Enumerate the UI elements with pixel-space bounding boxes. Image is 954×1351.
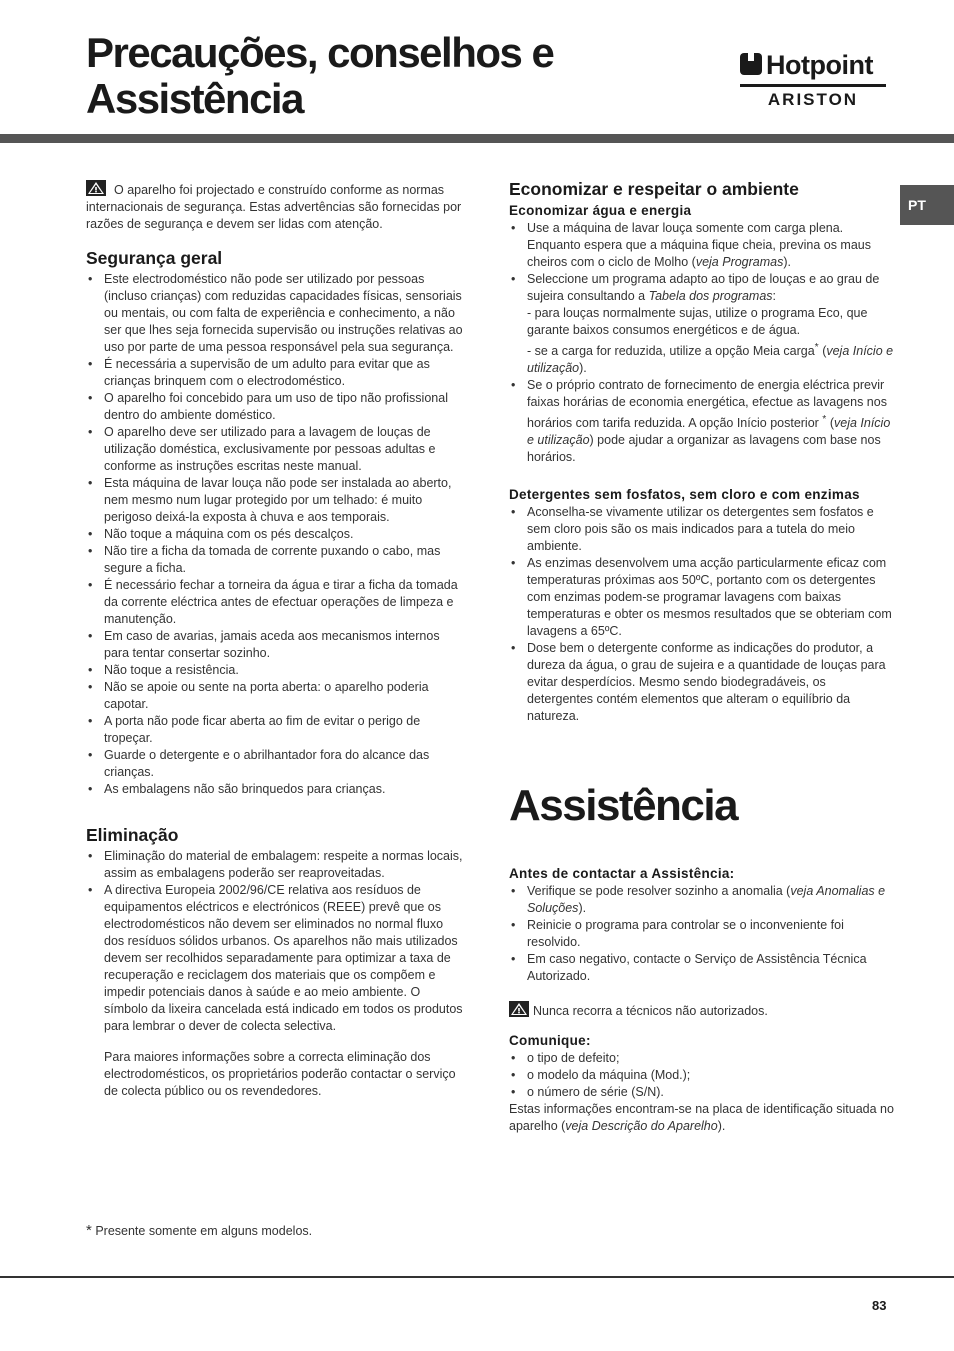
list-item: • É necessária a supervisão de um adulto para evitar que as crianças brinquem com o electrodoméstico.	[86, 356, 466, 390]
footer-divider	[0, 1276, 954, 1278]
warning-icon	[86, 180, 106, 196]
warning-text: Nunca recorra a técnicos não autorizados.	[533, 1004, 768, 1019]
brand-mark-icon	[740, 53, 762, 75]
asterisk-mark: *	[822, 414, 827, 426]
footnote	[86, 1222, 312, 1239]
cross-reference: veja Descrição do Aparelho	[565, 1119, 718, 1134]
safety-list	[86, 271, 466, 798]
cross-reference: veja Anomalias e Soluções	[527, 884, 886, 916]
asterisk-mark: *	[814, 342, 819, 353]
assistance-heading: Assistência	[509, 781, 738, 831]
warning-paragraph	[509, 1001, 894, 1020]
before-contact-list	[509, 883, 894, 985]
list-item: • Se o próprio contrato de fornecimento de energia eléctrica previr faixas horárias de economia energética, efectue as lavagens nos horários com tarifa reduzida. A opção Início posterior * (veja Início e utilização) pode ajudar a organizar as lavagens com base nos horários.	[509, 377, 894, 466]
warning-icon	[509, 1001, 529, 1017]
disposal-list	[86, 848, 466, 1035]
list-item: • É necessário fechar a torneira da água e tirar a ficha da tomada da corrente eléctrica antes de efectuar operações de limpeza e manutenção.	[86, 577, 466, 628]
communicate-paragraph: Estas informações encontram-se na placa de identificação situada no aparelho (veja Descrição do Aparelho).	[509, 1102, 894, 1134]
list-item: • Não se apoie ou sente na porta aberta: o aparelho poderia capotar.	[86, 679, 466, 713]
list-item: • A directiva Europeia 2002/96/CE relativa aos resíduos de equipamentos eléctricos e electrónicos (REEE) prevê que os electrodomésticos não devem ser eliminados no normal fluxo dos resíduos sólidos urbanos. Os aparelhos não mais utilizados devem ser recolhidos separadamente para optimizar a taxa de recuperação e reciclagem dos materiais que os compõem e impedir potenciais danos à saúde e ao meio ambiente. O símbolo da lixeira cancelada está indicado em todos os produtos para lembrar o dever de colecta selectiva.	[86, 882, 466, 1035]
list-item: • Verifique se pode resolver sozinho a anomalia (veja Anomalias e Soluções).	[509, 883, 894, 917]
brand-name: Hotpoint	[766, 50, 873, 80]
footnote-text: Presente somente em alguns modelos.	[95, 1224, 313, 1238]
list-item: • Não toque a máquina com os pés descalços.	[86, 526, 466, 543]
before-contact-heading: Antes de contactar a Assistência:	[509, 866, 735, 882]
communicate-list	[509, 1050, 894, 1101]
list-item: • Este electrodoméstico não pode ser utilizado por pessoas (incluso crianças) com reduzidas capacidades físicas, sensoriais ou mentais, ou com falta de experiência e conhecimento, a não ser que lhes seja fornecida supervisão ou instruções relativas ao uso por parte de uma pessoa responsável pela sua segurança.	[86, 271, 466, 356]
list-item: • Eliminação do material de embalagem: respeite a normas locais, assim as embalagens poderão ser reaproveitadas.	[86, 848, 466, 882]
cross-reference: veja Início e utilização	[527, 416, 891, 448]
left-column	[86, 180, 466, 1100]
list-item: • O aparelho deve ser utilizado para a lavagem de louças de utilização doméstica, exclusivamente por pessoas adultas e conforme as instruções escritas neste manual.	[86, 424, 466, 475]
list-item: • Em caso de avarias, jamais aceda aos mecanismos internos para tentar consertar sozinho.	[86, 628, 466, 662]
right-column	[509, 178, 894, 1135]
list-item: • Não tire a ficha da tomada de corrente puxando o cabo, mas segure a ficha.	[86, 543, 466, 577]
list-item: • Guarde o detergente e o abrilhantador fora do alcance das crianças.	[86, 747, 466, 781]
list-item: • o modelo da máquina (Mod.);	[509, 1067, 894, 1084]
intro-paragraph	[86, 180, 466, 233]
list-item: • O aparelho foi concebido para um uso de tipo não profissional dentro do ambiente doméstico.	[86, 390, 466, 424]
intro-text: O aparelho foi projectado e construído conforme as normas internacionais de segurança. Estas advertências são fornecidas por razões de segurança e devem ser lidas com atenção.	[86, 183, 462, 231]
communicate-heading: Comunique:	[509, 1033, 591, 1049]
brand-subname: ARISTON	[767, 90, 859, 109]
list-item: • Aconselha-se vivamente utilizar os detergentes sem fosfatos e sem cloro pois são os mais indicados para a tutela do meio ambiente.	[509, 504, 894, 555]
safety-heading: Segurança geral	[86, 248, 223, 268]
cross-reference: veja Programas	[695, 255, 784, 269]
list-item: • o número de série (S/N).	[509, 1084, 894, 1101]
list-item: • Não toque a resistência.	[86, 662, 466, 679]
page-title: Precauções, conselhos e Assistência	[86, 29, 554, 122]
header-bar	[0, 134, 954, 143]
asterisk-mark: *	[86, 1222, 92, 1239]
water-energy-list	[509, 220, 894, 466]
logo-divider	[740, 84, 886, 87]
list-item: • Esta máquina de lavar louça não pode ser instalada ao aberto, nem mesmo num lugar protegido por um telhado: é muito perigoso deixá-la exposta à chuva e aos temporais.	[86, 475, 466, 526]
disposal-extra-paragraph: Para maiores informações sobre a correcta eliminação dos electrodomésticos, os proprietários poderão contactar o serviço de colecta público ou os revendedores.	[104, 1050, 456, 1098]
list-item: • Em caso negativo, contacte o Serviço de Assistência Técnica Autorizado.	[509, 951, 894, 985]
water-energy-heading: Economizar água e energia	[509, 203, 692, 218]
disposal-heading: Eliminação	[86, 825, 179, 845]
list-item: • Seleccione um programa adapto ao tipo de louças e ao grau de sujeira consultando a Tabela dos programas: - para louças normalmente sujas, utilize o programa Eco, que garante baixos consumos energéticos e de água. - se a carga for reduzida, utilize a opção Meia carga* (veja Início e utilização).	[509, 271, 894, 377]
list-item: • As enzimas desenvolvem uma acção particularmente eficaz com temperaturas próximas aos 50ºC, portanto com os detergentes com enzimas podem-se programar lavagens com baixas temperaturas e obter os mesmos resultados que se obteriam com lavagens a 65ºC.	[509, 555, 894, 640]
detergent-heading: Detergentes sem fosfatos, sem cloro e com enzimas	[509, 487, 860, 503]
list-item: • A porta não pode ficar aberta ao fim de evitar o perigo de tropeçar.	[86, 713, 466, 747]
language-tab: PT	[900, 185, 954, 225]
list-item: • o tipo de defeito;	[509, 1050, 894, 1067]
cross-reference: veja Início e utilização	[527, 344, 894, 376]
eco-heading: Economizar e respeitar o ambiente	[509, 179, 799, 199]
list-item: • Dose bem o detergente conforme as indicações do produtor, a dureza da água, o grau de sujeira e a quantidade de louças para evitar desperdícios. Mesmo sendo biodegradáveis, os detergentes contém elementos que alteram o equilíbrio da natureza.	[509, 640, 894, 725]
cross-reference: Tabela dos programas	[648, 289, 773, 303]
page-number: 83	[872, 1298, 887, 1313]
list-item: • Use a máquina de lavar louça somente com carga plena. Enquanto espera que a máquina fique cheia, previna os maus cheiros com o ciclo de Molho (veja Programas).	[509, 220, 894, 271]
brand-logo	[740, 50, 886, 112]
list-item: • As embalagens não são brinquedos para crianças.	[86, 781, 466, 798]
list-item: • Reinicie o programa para controlar se o inconveniente foi resolvido.	[509, 917, 894, 951]
detergent-list	[509, 504, 894, 725]
